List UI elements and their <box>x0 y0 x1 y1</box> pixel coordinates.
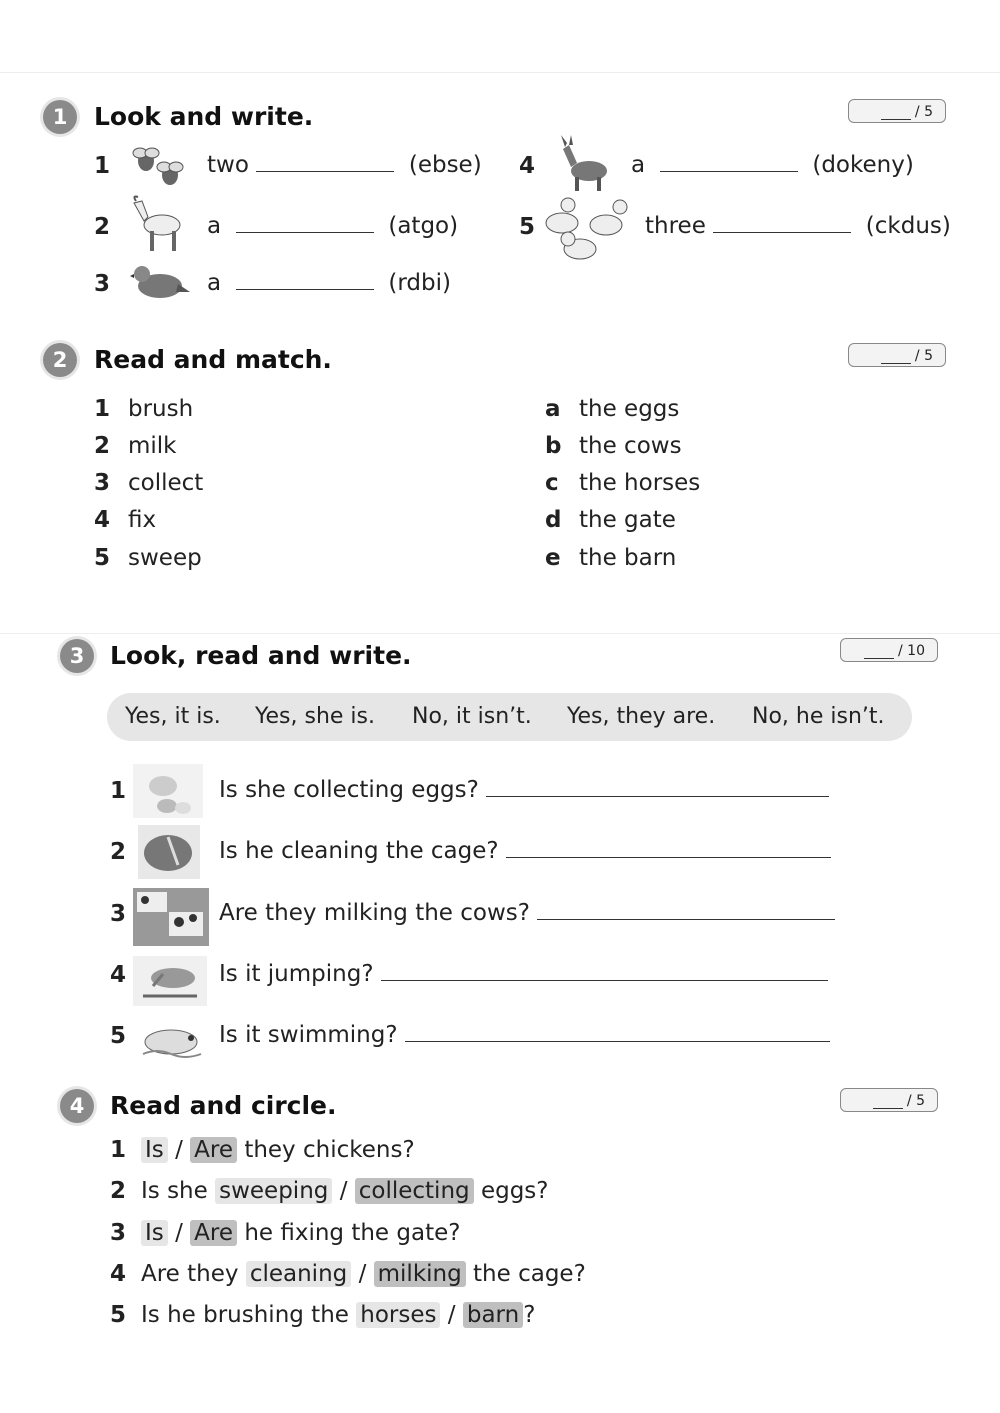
section-3-score[interactable]: / 10 <box>840 638 938 662</box>
option-a[interactable]: Is <box>141 1137 168 1163</box>
answer-blank[interactable] <box>486 778 829 797</box>
bees-icon <box>128 143 188 191</box>
option-b[interactable]: Are <box>190 1220 237 1246</box>
option-b[interactable]: collecting <box>355 1178 474 1204</box>
answer-blank[interactable] <box>660 153 798 172</box>
match-right-letter: e <box>545 545 561 571</box>
match-right-item: the eggs <box>579 396 680 422</box>
circle-sentence: Are they cleaning / milking the cage? <box>141 1261 586 1287</box>
match-left-item: milk <box>128 433 177 459</box>
option-b[interactable]: barn <box>463 1302 523 1328</box>
match-left-number: 2 <box>94 433 111 459</box>
answer-blank[interactable] <box>537 901 835 920</box>
item-number: 3 <box>94 271 111 297</box>
item-number: 3 <box>110 901 127 927</box>
match-right-letter: d <box>545 507 562 533</box>
option-a[interactable]: Is <box>141 1220 168 1246</box>
match-right-item: the gate <box>579 507 676 533</box>
section-2-badge: 2 <box>43 343 77 377</box>
answer-blank[interactable] <box>236 214 374 233</box>
page-edge <box>0 633 1000 634</box>
item-number: 5 <box>519 214 536 240</box>
section-2-score[interactable]: / 5 <box>848 343 946 367</box>
section-4-score[interactable]: / 5 <box>840 1088 938 1112</box>
answer-blank[interactable] <box>236 271 374 290</box>
cows-icon <box>133 888 209 946</box>
page-edge <box>0 72 1000 73</box>
horse-icon <box>138 825 200 879</box>
item-number: 1 <box>110 778 127 804</box>
item-number: 2 <box>110 839 127 865</box>
item-number: 5 <box>110 1302 127 1328</box>
question-text: Are they milking the cows? <box>219 900 835 926</box>
circle-sentence: Is he brushing the horses / barn ? <box>141 1302 536 1328</box>
item-text: a (atgo) <box>207 213 459 239</box>
answer-option: Yes, it is. <box>125 704 221 729</box>
answer-option: Yes, they are. <box>567 704 716 729</box>
answer-option: Yes, she is. <box>255 704 376 729</box>
swimming-animal-icon <box>137 1020 207 1062</box>
question-text: Is she collecting eggs? <box>219 777 829 803</box>
match-right-letter: b <box>545 433 562 459</box>
option-a[interactable]: horses <box>356 1302 440 1328</box>
match-left-number: 5 <box>94 545 111 571</box>
section-1-title: Look and write. <box>94 102 314 131</box>
answer-bank <box>107 693 912 741</box>
circle-sentence: Is she sweeping / collecting eggs? <box>141 1178 549 1204</box>
item-number: 4 <box>110 962 127 988</box>
section-4-badge: 4 <box>60 1089 94 1123</box>
item-number: 2 <box>110 1178 127 1204</box>
item-text: two (ebse) <box>207 152 482 178</box>
answer-blank[interactable] <box>506 839 831 858</box>
ducks-icon <box>540 195 635 267</box>
section-1-badge: 1 <box>43 100 77 134</box>
jumping-animal-icon <box>133 956 207 1006</box>
option-a[interactable]: cleaning <box>246 1261 351 1287</box>
match-left-item: fix <box>128 507 157 533</box>
match-right-letter: c <box>545 470 559 496</box>
match-right-item: the barn <box>579 545 677 571</box>
question-text: Is it jumping? <box>219 961 828 987</box>
circle-sentence: Is / Are he fixing the gate? <box>141 1220 460 1246</box>
answer-blank[interactable] <box>713 214 851 233</box>
match-left-number: 3 <box>94 470 111 496</box>
bird-icon <box>130 258 190 306</box>
match-right-item: the horses <box>579 470 701 496</box>
answer-option: No, it isn’t. <box>412 704 532 729</box>
match-left-number: 1 <box>94 396 111 422</box>
item-number: 1 <box>110 1137 127 1163</box>
match-left-item: brush <box>128 396 194 422</box>
question-text: Is it swimming? <box>219 1022 830 1048</box>
item-text: a (rdbi) <box>207 270 451 296</box>
item-number: 5 <box>110 1023 127 1049</box>
option-a[interactable]: sweeping <box>215 1178 332 1204</box>
question-text: Is he cleaning the cage? <box>219 838 831 864</box>
hen-eggs-icon <box>133 764 203 818</box>
answer-blank[interactable] <box>256 153 394 172</box>
answer-blank[interactable] <box>405 1023 830 1042</box>
option-b[interactable]: Are <box>190 1137 237 1163</box>
section-3-badge: 3 <box>60 639 94 673</box>
answer-blank[interactable] <box>381 962 828 981</box>
section-1-score[interactable]: / 5 <box>848 99 946 123</box>
match-left-item: sweep <box>128 545 202 571</box>
item-number: 4 <box>110 1261 127 1287</box>
section-2-title: Read and match. <box>94 345 332 374</box>
match-left-item: collect <box>128 470 204 496</box>
item-text: a (dokeny) <box>631 152 914 178</box>
option-b[interactable]: milking <box>374 1261 466 1287</box>
circle-sentence: Is / Are they chickens? <box>141 1137 415 1163</box>
item-text: three (ckdus) <box>645 213 951 239</box>
item-number: 1 <box>94 153 111 179</box>
answer-option: No, he isn’t. <box>752 704 885 729</box>
donkey-icon <box>557 135 615 193</box>
goat-icon <box>126 195 186 255</box>
match-right-item: the cows <box>579 433 682 459</box>
match-left-number: 4 <box>94 507 111 533</box>
section-3-title: Look, read and write. <box>110 641 412 670</box>
section-4-title: Read and circle. <box>110 1091 337 1120</box>
item-number: 2 <box>94 214 111 240</box>
match-right-letter: a <box>545 396 561 422</box>
item-number: 4 <box>519 153 536 179</box>
item-number: 3 <box>110 1220 127 1246</box>
